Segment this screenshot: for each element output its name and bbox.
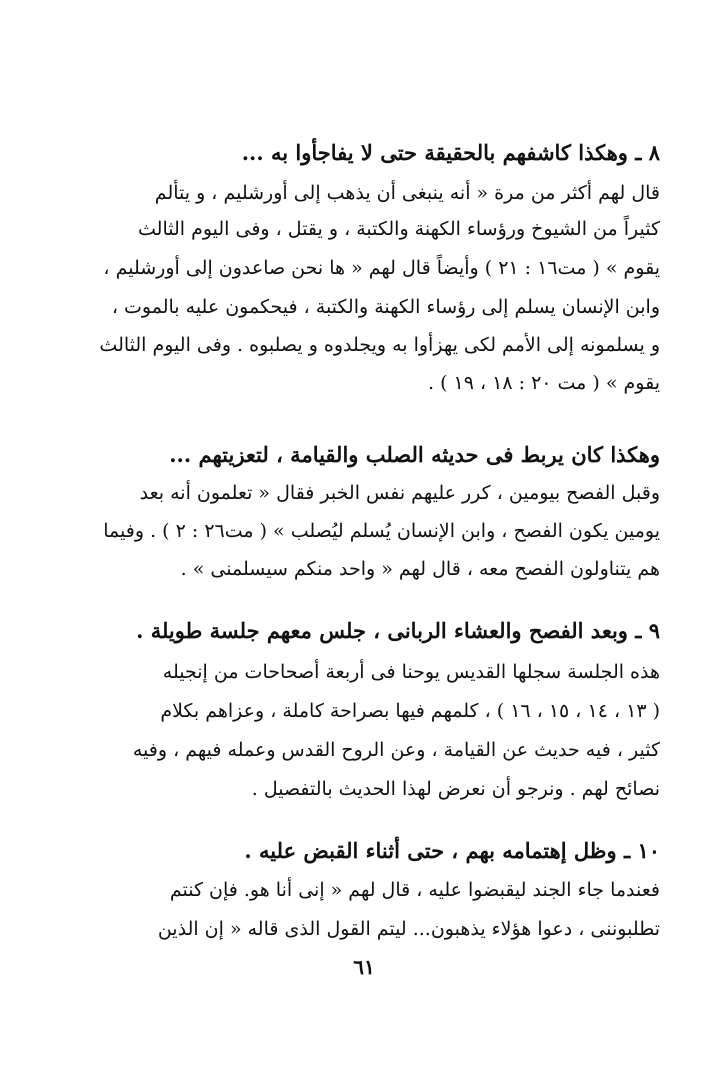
paragraph-line: ( ١٣ ، ١٤ ، ١٥ ، ١٦ ) ، كلمهم فيها بصراحة كاملة ، وعزاهم بكلام xyxy=(160,700,660,722)
paragraph-line: هذه الجلسة سجلها القديس يوحنا فى أربعة أصحاحات من إنجيله xyxy=(162,661,660,683)
paragraph-line: هم يتناولون الفصح معه ، قال لهم « واحد منكم سيسلمنى » . xyxy=(180,558,660,580)
paragraph-line: يومين يكون الفصح ، وابن الإنسان يُسلم ليُصلب » ( مت٢٦ : ٢ ) . وفيما xyxy=(103,520,660,542)
paragraph-line: يقوم » ( مت ٢٠ : ١٨ ، ١٩ ) . xyxy=(427,372,660,394)
section-heading-9: ٩ ـ وبعد الفصح والعشاء الربانى ، جلس معهم جلسة طويلة . xyxy=(136,618,660,643)
paragraph-line: نصائح لهم . ونرجو أن نعرض لهذا الحديث بالتفصيل . xyxy=(251,778,660,800)
paragraph-line: وابن الإنسان يسلم إلى رؤساء الكهنة والكتبة ، فيحكمون عليه بالموت ، xyxy=(111,296,660,318)
paragraph-line: وقبل الفصح بيومين ، كرر عليهم نفس الخبر فقال « تعلمون أنه بعد xyxy=(139,482,660,504)
paragraph-line: تطلبوننى ، دعوا هؤلاء يذهبون... ليتم القول الذى قاله « إن الذين xyxy=(157,918,660,940)
section-heading-8: ٨ ـ وهكذا كاشفهم بالحقيقة حتى لا يفاجأوا به ... xyxy=(241,140,660,165)
paragraph-line: فعندما جاء الجند ليقبضوا عليه ، قال لهم « إنى أنا هو. فإن كنتم xyxy=(169,879,660,901)
paragraph-line: و يسلمونه إلى الأمم لكى يهزأوا به ويجلدوه و يصلبوه . وفى اليوم الثالث xyxy=(99,334,660,356)
paragraph-line: قال لهم أكثر من مرة « أنه ينبغى أن يذهب إلى أورشليم ، و يتألم xyxy=(154,182,660,204)
paragraph-line: كثير ، فيه حديث عن القيامة ، وعن الروح القدس وعمله فيهم ، وفيه xyxy=(132,739,660,761)
subheading: وهكذا كان يربط فى حديثه الصلب والقيامة ، لتعزيتهم ... xyxy=(169,442,660,467)
section-heading-10: ١٠ ـ وظل إهتمامه بهم ، حتى أثناء القبض عليه . xyxy=(244,838,660,863)
page-number: ٦١ xyxy=(353,955,375,979)
paragraph-line: يقوم » ( مت١٦ : ٢١ ) وأيضاً قال لهم « ها نحن صاعدون إلى أورشليم ، xyxy=(103,257,660,279)
paragraph-line: كثيراً من الشيوخ ورؤساء الكهنة والكتبة ، و يقتل ، وفى اليوم الثالث xyxy=(138,218,660,240)
